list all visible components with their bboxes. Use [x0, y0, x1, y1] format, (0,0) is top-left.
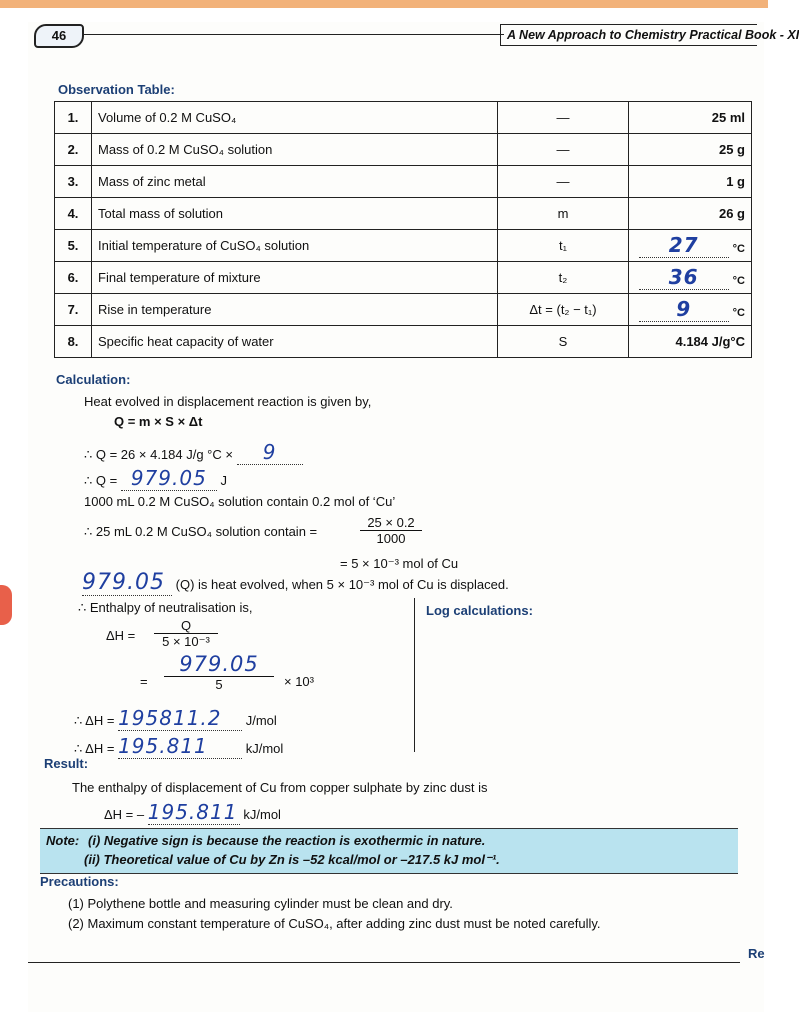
header-rule [84, 34, 504, 35]
row-unit: °C [732, 243, 745, 255]
precaution-2: (2) Maximum constant temperature of CuSO₄, after adding zinc dust must be noted carefully. [68, 916, 601, 931]
calc-intro: Heat evolved in displacement reaction is given by, [84, 394, 372, 409]
result-dh-prefix: ΔH = – [104, 807, 145, 822]
fraction-q [154, 618, 218, 650]
calc-eq3 [84, 466, 227, 491]
table-row [55, 198, 752, 230]
table-row [55, 262, 752, 294]
row-symbol: Δt = (t₂ − t₁) [498, 294, 629, 326]
dh-label: ΔH = [106, 628, 136, 643]
observation-table [54, 101, 752, 358]
row-label: Rise in temperature [92, 294, 498, 326]
row-label: Specific heat capacity of water [92, 326, 498, 358]
fraction-979-denominator: 5 [215, 677, 223, 692]
row-label: Mass of 0.2 M CuSO₄ solution [92, 134, 498, 166]
precautions-title: Precautions: [40, 874, 119, 889]
table-row [55, 134, 752, 166]
row-unit: °C [732, 275, 745, 287]
finger [0, 585, 12, 625]
note-box [40, 828, 738, 874]
note-line-1: (i) Negative sign is because the reaction is exothermic in nature. [88, 833, 486, 848]
row-number: 8. [55, 326, 92, 358]
row-value-hand: 36 [639, 265, 729, 290]
row-unit: °C [732, 307, 745, 319]
calc-eq3-hand: 979.05 [130, 466, 207, 490]
calc-eq3-unit: J [220, 473, 227, 488]
row-label: Final temperature of mixture [92, 262, 498, 294]
calc-eq1: Q = m × S × Δt [114, 414, 203, 429]
result-dh-hand: 195.811 [147, 800, 238, 824]
fraction-25x0.2 [360, 515, 422, 546]
calc-mol-line: 1000 mL 0.2 M CuSO₄ solution contain 0.2 mol of ‘Cu’ [84, 494, 396, 509]
calc-eq2 [84, 440, 303, 465]
observation-title: Observation Table: [58, 82, 175, 97]
dh-jmol-prefix: ∴ ΔH = [74, 713, 115, 728]
page-header [30, 24, 799, 46]
table-row [55, 326, 752, 358]
row-symbol: m [498, 198, 629, 230]
book-title: A New Approach to Chemistry Practical Book - XI [500, 24, 757, 46]
calc-eq2-hand: 9 [262, 440, 277, 464]
row-number: 3. [55, 166, 92, 198]
heat-text: (Q) is heat evolved, when 5 × 10⁻³ mol of Cu is displaced. [175, 577, 509, 592]
row-value [629, 294, 752, 326]
row-value [629, 262, 752, 294]
result-dh-unit: kJ/mol [243, 807, 281, 822]
fraction-denominator: 1000 [376, 531, 406, 546]
fraction-q-denominator: 5 × 10⁻³ [162, 634, 210, 649]
row-value [629, 230, 752, 262]
heat-line [82, 570, 509, 596]
times-103: × 10³ [284, 674, 314, 689]
table-row [55, 166, 752, 198]
result-text: The enthalpy of displacement of Cu from copper sulphate by zinc dust is [72, 780, 488, 795]
table-row [55, 294, 752, 326]
dh-kjmol-unit: kJ/mol [245, 741, 284, 756]
fraction-q-numerator: Q [154, 618, 218, 634]
row-number: 7. [55, 294, 92, 326]
note-line-2: (ii) Theoretical value of Cu by Zn is –52 kcal/mol or –217.5 kJ mol⁻¹. [84, 852, 500, 867]
row-number: 2. [55, 134, 92, 166]
result-title: Result: [44, 756, 89, 771]
row-symbol: t₂ [498, 262, 629, 294]
footer-rule [28, 962, 740, 963]
calc-result-line: = 5 × 10⁻³ mol of Cu [340, 556, 459, 571]
row-value-hand: 27 [639, 233, 729, 258]
row-value: 25 g [629, 134, 752, 166]
row-label: Mass of zinc metal [92, 166, 498, 198]
precaution-1: (1) Polythene bottle and measuring cylinder must be clean and dry. [68, 896, 453, 911]
calc-eq3-prefix: ∴ Q = [84, 473, 118, 488]
row-symbol: — [498, 102, 629, 134]
row-value: 4.184 J/g°C [629, 326, 752, 358]
row-number: 4. [55, 198, 92, 230]
log-title: Log calculations: [426, 603, 533, 618]
enthalpy-intro: ∴ Enthalpy of neutralisation is, [78, 600, 253, 615]
heat-hand: 979.05 [82, 570, 165, 595]
note-label: Note: [46, 833, 80, 848]
dh-jmol [74, 706, 277, 731]
log-divider [414, 598, 415, 752]
row-number: 5. [55, 230, 92, 262]
dh-jmol-hand: 195811.2 [118, 706, 222, 730]
dh-jmol-unit: J/mol [245, 713, 277, 728]
row-value: 26 g [629, 198, 752, 230]
row-value-hand: 9 [639, 297, 729, 322]
row-label: Total mass of solution [92, 198, 498, 230]
fraction-numerator: 25 × 0.2 [360, 515, 422, 531]
eq-sign: = [140, 674, 148, 689]
row-label: Initial temperature of CuSO₄ solution [92, 230, 498, 262]
fraction-979 [164, 652, 274, 692]
row-value: 25 ml [629, 102, 752, 134]
page-number: 46 [34, 24, 84, 48]
row-symbol: — [498, 134, 629, 166]
row-value: 1 g [629, 166, 752, 198]
table-row [55, 230, 752, 262]
fraction-979-numerator: 979.05 [164, 652, 274, 677]
row-symbol: t₁ [498, 230, 629, 262]
row-symbol: — [498, 166, 629, 198]
row-number: 1. [55, 102, 92, 134]
calc-eq2-prefix: ∴ Q = 26 × 4.184 J/g °C × [84, 447, 233, 462]
dh-kjmol [74, 734, 283, 759]
row-label: Volume of 0.2 M CuSO₄ [92, 102, 498, 134]
result-dh [104, 800, 281, 825]
page-edge [0, 0, 768, 8]
row-number: 6. [55, 262, 92, 294]
dh-kjmol-hand: 195.811 [118, 734, 208, 758]
calculation-title: Calculation: [56, 372, 131, 387]
row-symbol: S [498, 326, 629, 358]
table-row [55, 102, 752, 134]
corner-text: Re [748, 946, 765, 961]
dh-kjmol-prefix: ∴ ΔH = [74, 741, 115, 756]
calc-25ml-line: ∴ 25 mL 0.2 M CuSO₄ solution contain = [84, 524, 318, 539]
